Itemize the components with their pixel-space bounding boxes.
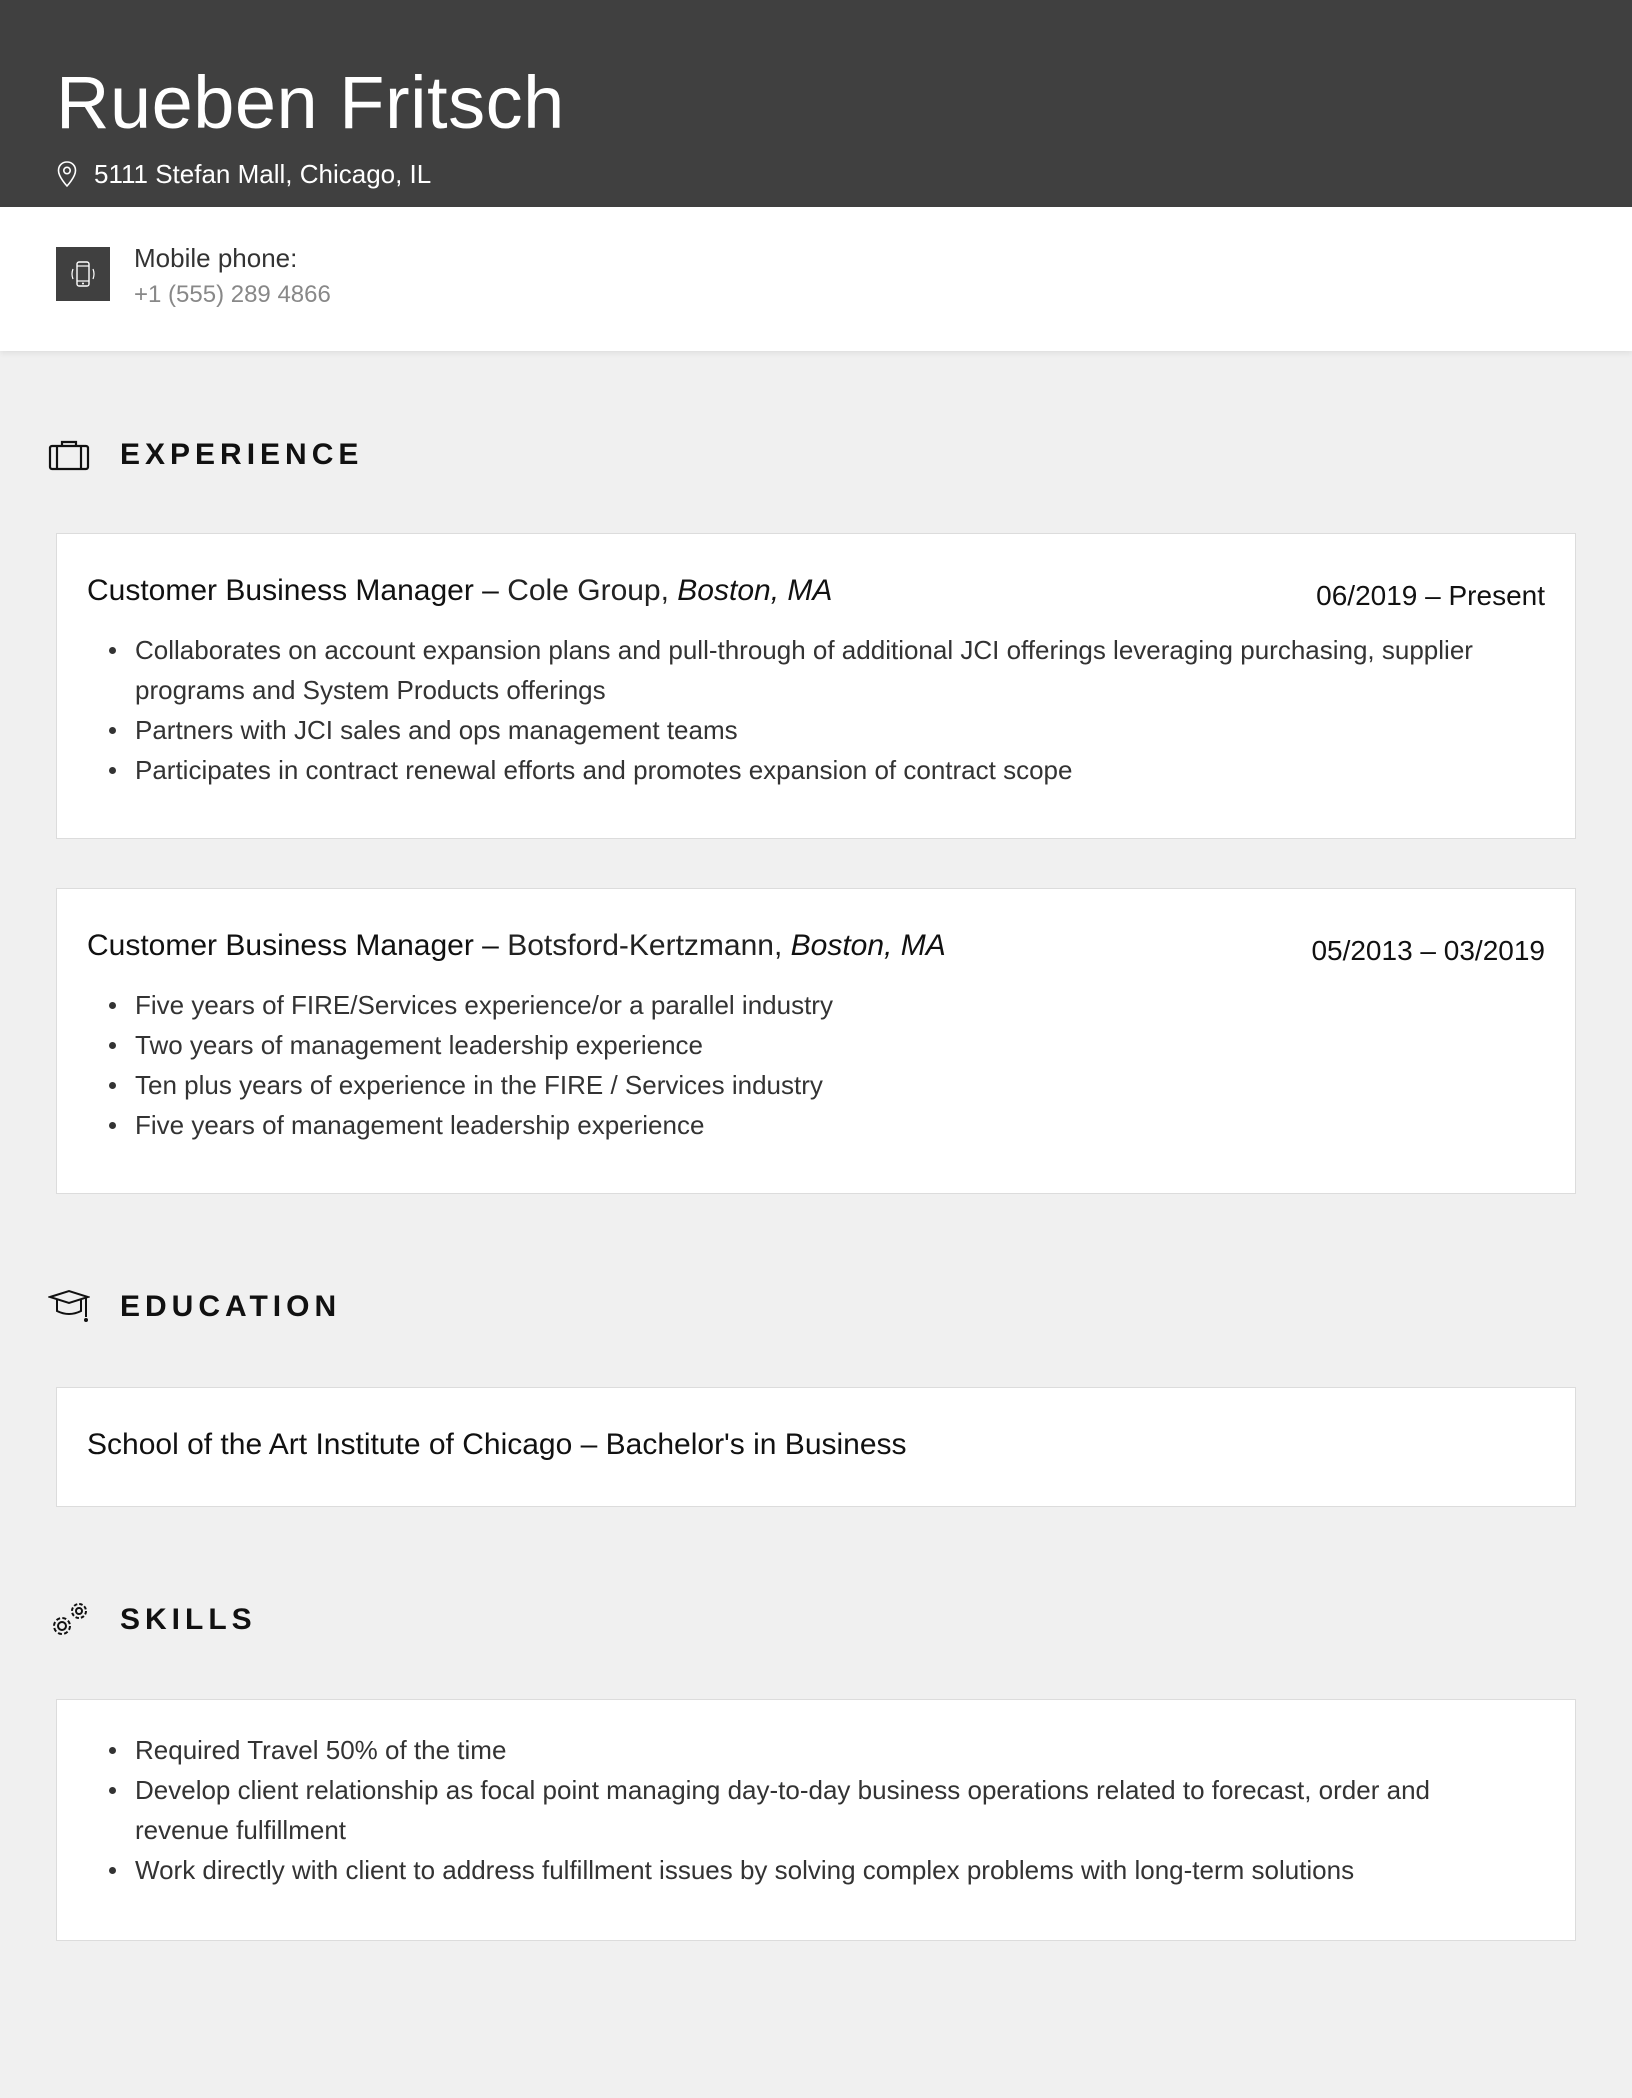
job-location: Boston, MA xyxy=(790,929,946,962)
job-dates: 06/2019 – Present xyxy=(1316,580,1545,611)
list-item: Required Travel 50% of the time xyxy=(87,1730,1515,1770)
list-item: Five years of FIRE/Services experience/or a parallel industry xyxy=(87,985,1515,1025)
job-location: Boston, MA xyxy=(677,574,833,607)
education-card xyxy=(56,1387,1576,1507)
job-role: Customer Business Manager xyxy=(87,929,474,962)
job-bullets xyxy=(87,630,1515,790)
location-pin-icon xyxy=(56,160,78,188)
list-item: Two years of management leadership experience xyxy=(87,1025,1515,1065)
list-item: Five years of management leadership experience xyxy=(87,1105,1515,1145)
experience-card xyxy=(56,533,1576,839)
experience-heading xyxy=(48,435,363,475)
list-item: Ten plus years of experience in the FIRE / Services industry xyxy=(87,1065,1515,1105)
contact-band xyxy=(0,207,1632,351)
job-role: Customer Business Manager xyxy=(87,574,474,607)
education-line xyxy=(87,1428,907,1462)
separator: – xyxy=(572,1428,606,1461)
section-title: EXPERIENCE xyxy=(120,438,364,471)
separator: – xyxy=(473,929,508,962)
address-text: 5111 Stefan Mall, Chicago, IL xyxy=(94,158,432,189)
section-title: EDUCATION xyxy=(120,1290,342,1323)
job-dates: 05/2013 – 03/2019 xyxy=(1311,935,1545,966)
list-item: Develop client relationship as focal point managing day-to-day business operations related to forecast, order and revenue fulfillment xyxy=(87,1770,1515,1850)
skills-heading xyxy=(48,1600,257,1640)
skills-bullets xyxy=(87,1730,1515,1890)
job-title-line xyxy=(87,929,946,963)
resume-header xyxy=(0,0,1632,207)
degree: Bachelor's in Business xyxy=(605,1428,907,1461)
section-title: SKILLS xyxy=(120,1603,257,1636)
job-bullets xyxy=(87,985,1515,1145)
list-item: Collaborates on account expansion plans and pull-through of additional JCI offerings leveraging purchasing, supplier programs and System Products offerings xyxy=(87,630,1515,710)
skills-card xyxy=(56,1699,1576,1941)
candidate-name: Rueben Fritsch xyxy=(56,61,565,144)
briefcase-icon xyxy=(48,439,90,471)
list-item: Work directly with client to address fulfillment issues by solving complex problems with long-term solutions xyxy=(87,1850,1515,1890)
phone-label: Mobile phone: xyxy=(134,243,298,273)
company-name: Botsford-Kertzmann, xyxy=(507,929,791,962)
separator: – xyxy=(473,574,508,607)
school-name: School of the Art Institute of Chicago xyxy=(87,1428,573,1461)
list-item: Participates in contract renewal efforts and promotes expansion of contract scope xyxy=(87,750,1515,790)
company-name: Cole Group, xyxy=(507,574,678,607)
graduation-cap-icon xyxy=(48,1289,90,1325)
job-title-line xyxy=(87,574,832,608)
list-item: Partners with JCI sales and ops management teams xyxy=(87,710,1515,750)
address-line xyxy=(56,156,431,192)
phone-number: +1 (555) 289 4866 xyxy=(134,281,331,308)
experience-card xyxy=(56,888,1576,1194)
education-heading xyxy=(48,1287,341,1327)
mobile-phone-icon xyxy=(56,247,110,301)
gears-icon xyxy=(48,1600,90,1640)
